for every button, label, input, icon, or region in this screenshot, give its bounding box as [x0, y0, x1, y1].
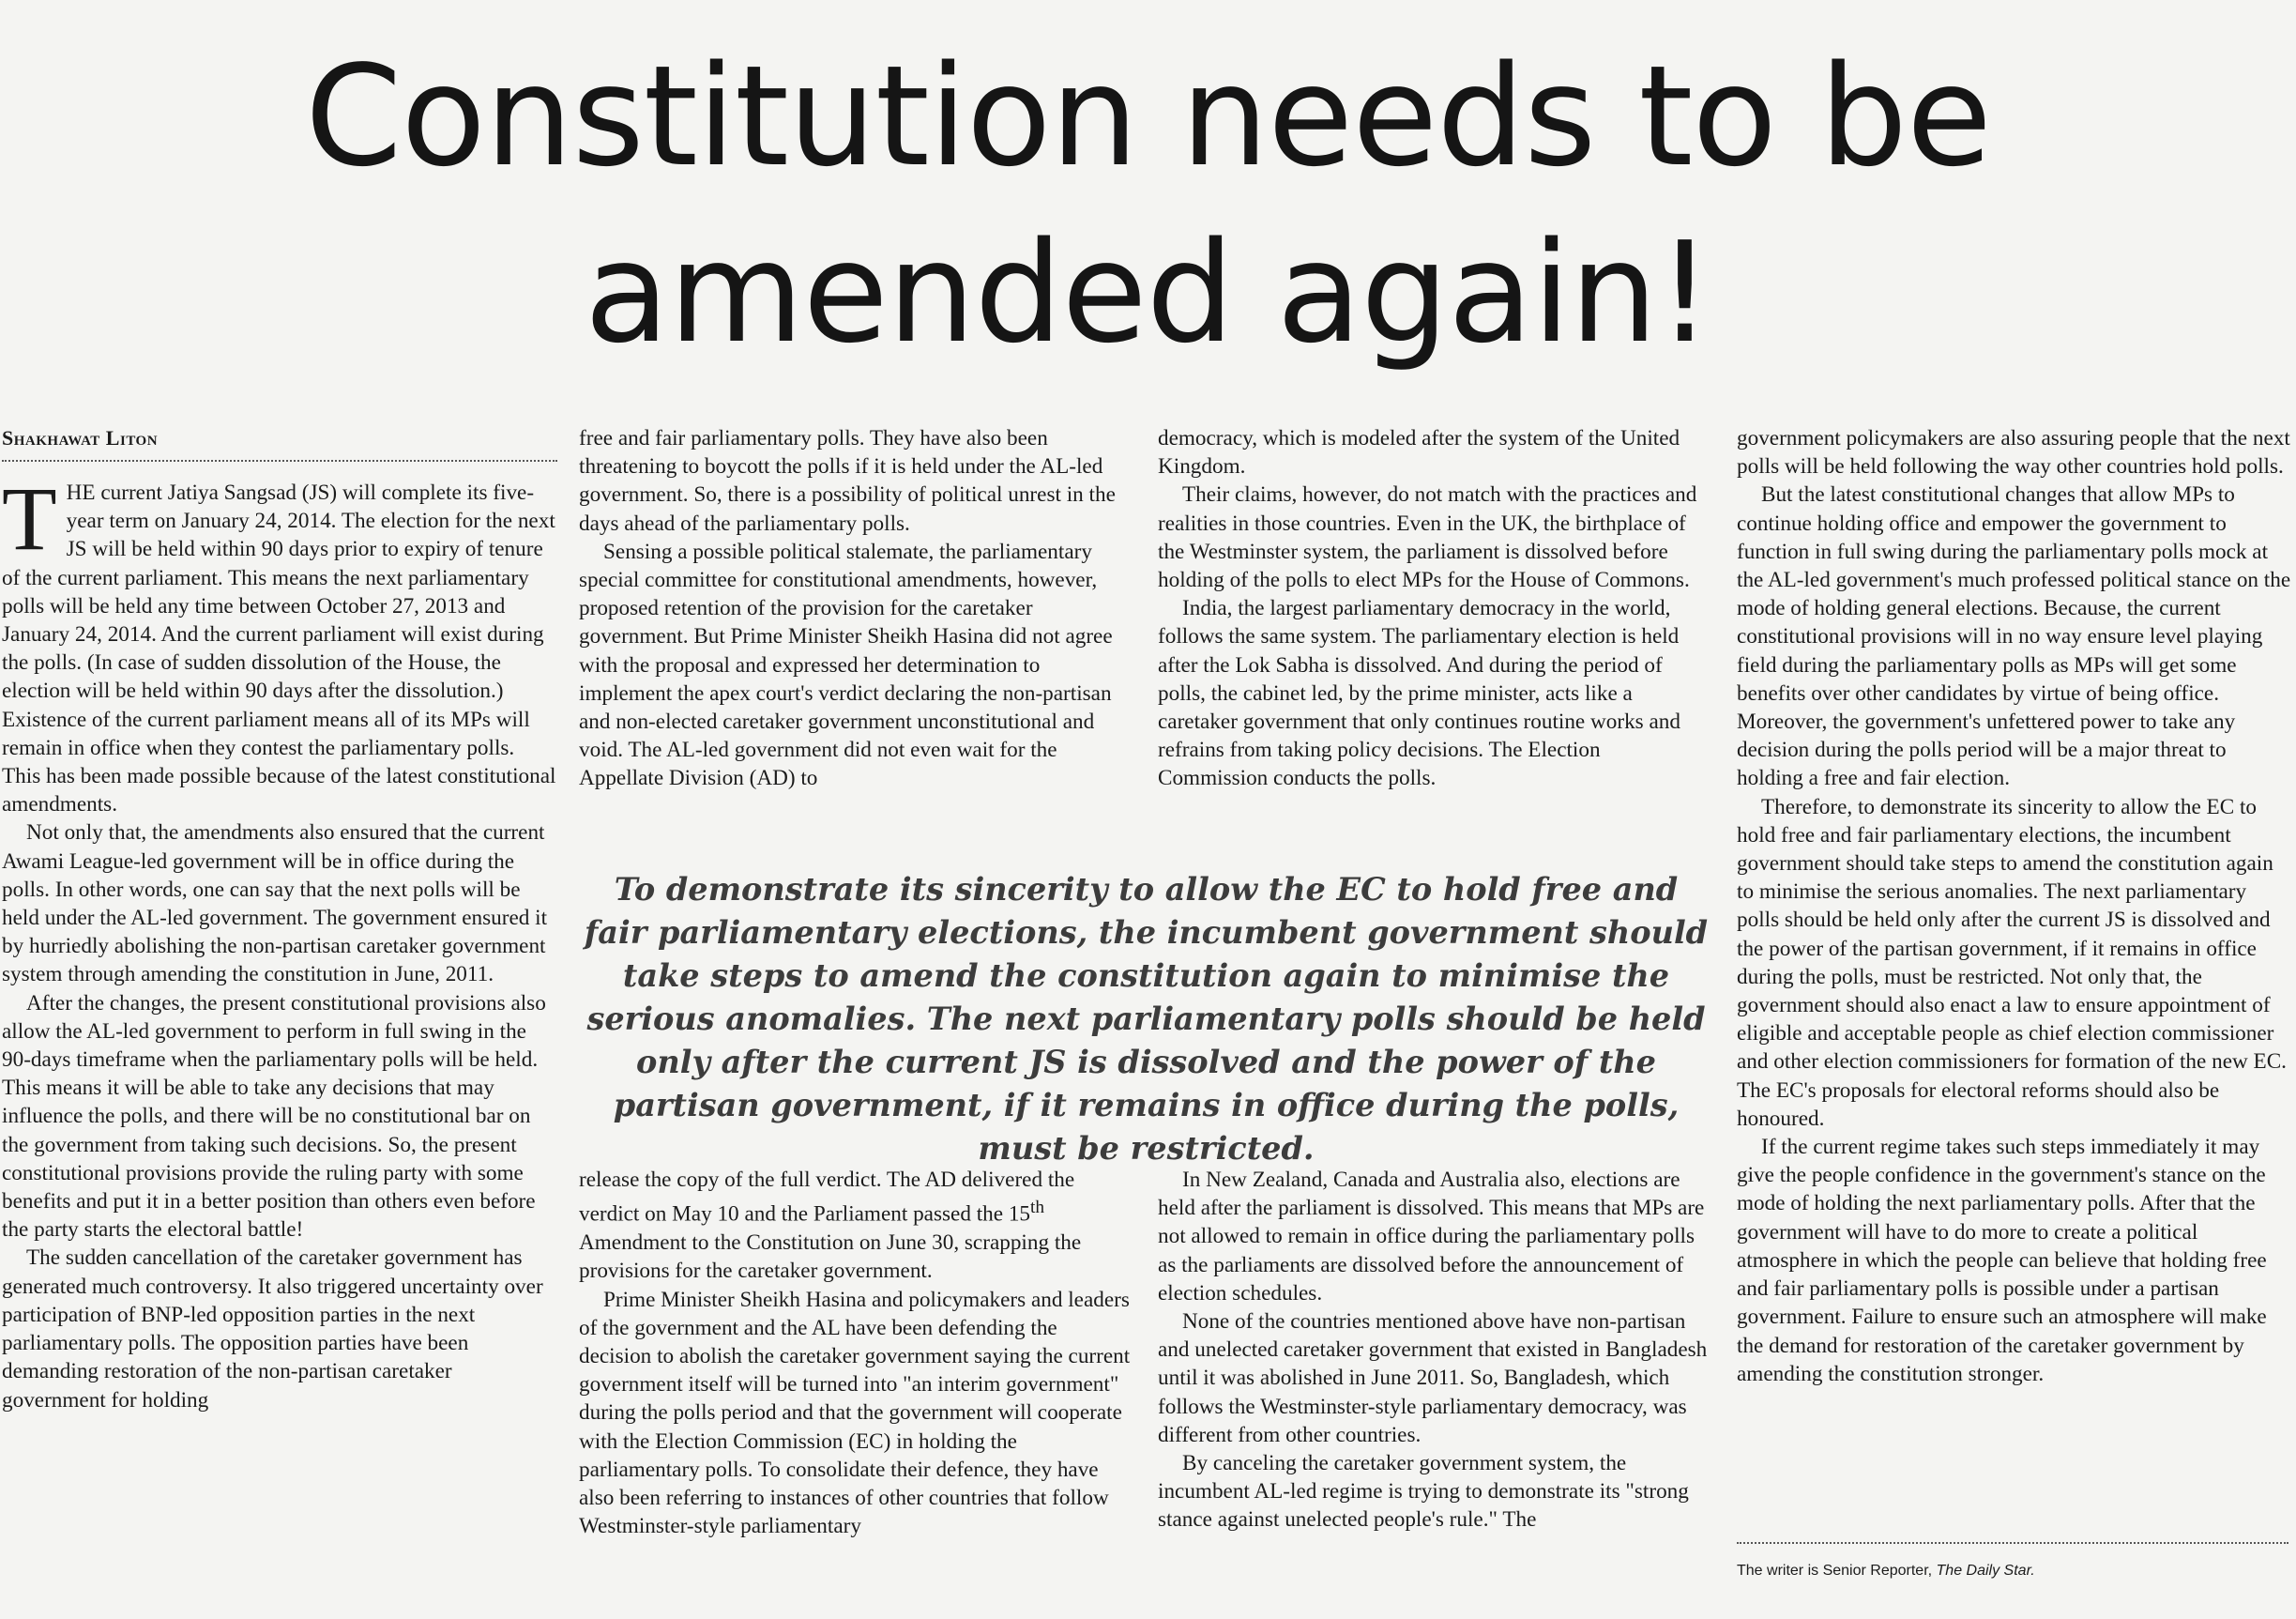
paragraph: government policymakers are also assuring people that the next polls will be held following the way other countries hold polls. — [1737, 426, 2290, 480]
paragraph — [579, 1166, 1134, 1286]
paragraph: By canceling the caretaker government system, the incumbent AL-led regime is trying to demonstrate its "strong stance against unelected people's rule." The — [1158, 1451, 1689, 1533]
author-note-text: The writer is Senior Reporter, — [1737, 1563, 1937, 1579]
paragraph: free and fair parliamentary polls. They have also been threatening to boycott the polls if it is held under the AL-led government. So, there is a possibility of political unrest in the days ahead of the parliamentary polls. — [579, 426, 1116, 536]
paragraph-text: HE current Jatiya Sangsad (JS) will complete its five-year term on January 24, 2014. The election for the next JS will be held within 90 days prior to expiry of tenure of the current parliament. This means the next parliamentary polls will be held any time between October 27, 2013 and January 24, 2014. And the current parliament will exist during the polls. (In case of sudden dissolution of the House, the election will be held within 90 days after the dissolution.) Existence of the current parliament means all of its MPs will remain in office when they contest the parliamentary polls. This has been made possible because of the latest constitutional amendments. — [2, 481, 556, 817]
byline: Shakhawat Liton — [2, 424, 557, 462]
paragraph: Therefore, to demonstrate its sincerity to allow the EC to hold free and fair parliamentary elections, the incumbent government should take steps to amend the constitution again to minimise the serious anomalies. The next parliamentary polls should be held only after the current JS is dissolved and the power of the partisan government, if it remains in office during the polls, must be restricted. Not only that, the government should also enact a law to ensure appointment of eligible and acceptable people as chief election commissioner and other election commissioners for formation of the new EC. The EC's proposals for electoral reforms should also be honoured. — [1737, 794, 2287, 1131]
publication-name: The Daily Star. — [1936, 1563, 2035, 1579]
drop-cap: T — [2, 468, 57, 569]
paragraph: Their claims, however, do not match with the practices and realities in those countries. Even in the UK, the birthplace of the Westminster system, the parliament is dissolved before holding of the polls to elect MPs for the House of Commons. — [1158, 482, 1697, 593]
paragraph: After the changes, the present constitutional provisions also allow the AL-led government to perform in full swing in the 90-days timeframe when the parliamentary polls will be held. This means it will be able to take any decisions that may influence the polls, and there will be no constitutional bar on the government from taking such decisions. So, the present constitutional provisions provide the ruling party with some benefits and put it in a better position than others even before the party starts the electoral battle! — [2, 990, 546, 1243]
author-note — [1737, 1542, 2288, 1580]
paragraph: India, the largest parliamentary democracy in the world, follows the same system. The parliamentary election is held after the Lok Sabha is dissolved. And during the period of polls, the cabinet led, by the prime minister, acts like a caretaker government that only continues routine works and refrains from taking policy decisions. The Election Commission conducts the polls. — [1158, 596, 1680, 791]
pull-quote: To demonstrate its sincerity to allow the EC to hold free and fair parliamentary elections, the incumbent government should take steps to amend the constitution again to minimise the serious anomalies. The next parliamentary polls should be held only after the current JS is dissolved and the power of the partisan government, if it remains in office during the polls, must be restricted. — [584, 871, 1709, 1167]
paragraph: Sensing a possible political stalemate, the parliamentary special committee for constitutional amendments, however, proposed retention of the provision for the caretaker government. But Prime Minister Sheikh Hasina did not agree with the proposal and expressed her determination to implement the apex court's verdict declaring the non-partisan and non-elected caretaker government unconstitutional and void. The AL-led government did not even wait for the Appellate Division (AD) to — [579, 539, 1113, 791]
paragraph: democracy, which is modeled after the system of the United Kingdom. — [1158, 426, 1680, 480]
paragraph: None of the countries mentioned above have non-partisan and unelected caretaker government that existed in Bangladesh until it was abolished in June 2011. So, Bangladesh, which follows the Westminster-style parliamentary democracy, was different from other countries. — [1158, 1309, 1708, 1447]
headline: Constitution needs to be amended again! — [305, 36, 1991, 374]
paragraph: Not only that, the amendments also ensured that the current Awami League-led government will be in office during the polls. In other words, one can say that the next polls will be held under the AL-led government. The government ensured it by hurriedly abolishing the non-partisan caretaker government system through amending the constitution in June, 2011. — [2, 820, 548, 987]
paragraph: The sudden cancellation of the caretaker government has generated much controversy. It also triggered uncertainty over participation of BNP-led opposition parties in the next parliamentary polls. The opposition parties have been demanding restoration of the non-partisan caretaker government for holding — [2, 1245, 543, 1413]
ordinal-suffix: th — [1030, 1198, 1045, 1218]
paragraph: But the latest constitutional changes that allow MPs to continue holding office and empower the government to function in full swing during the parliamentary polls mock at the AL-led government's much professed political stance on the mode of holding general elections. Because, the current constitutional provisions will in no way ensure level playing field during the parliamentary polls as MPs will get some benefits over other candidates by virtue of being office. Moreover, the government's unfettered power to take any decision during the polls period will be a major threat to holding a free and fair election. — [1737, 482, 2291, 791]
article-column-2-top — [579, 424, 1134, 793]
paragraph: If the current regime takes such steps immediately it may give the people confidence in the government's stance on the mode of holding the next parliamentary polls. After that the government will have to do more to create a political atmosphere in which the people can believe that holding free and fair parliamentary polls is possible under a partisan government. Failure to ensure such an atmosphere will make the demand for restoration of the caretaker government by amending the constitution stronger. — [1737, 1135, 2267, 1386]
paragraph: In New Zealand, Canada and Australia also, elections are held after the parliament is dissolved. This means that MPs are not allowed to remain in office during the parliamentary polls as the parliaments are dissolved before the announcement of election schedules. — [1158, 1168, 1705, 1306]
article-column-1 — [2, 424, 557, 1414]
paragraph: Prime Minister Sheikh Hasina and policymakers and leaders of the government and the AL have been defending the decision to abolish the caretaker government saying the current government itself will be turned into "an interim government" during the polls period and that the government will cooperate with the Election Commission (EC) in holding the parliamentary polls. To consolidate their defence, they have also been referring to instances of other countries that follow Westminster-style parliamentary — [579, 1287, 1131, 1539]
paragraph — [2, 468, 557, 818]
article-column-3-bottom — [1158, 1166, 1713, 1535]
paragraph-text: Amendment to the Constitution on June 30, scrapping the provisions for the caretaker government. — [579, 1230, 1082, 1284]
article-column-2-bottom — [579, 1166, 1134, 1540]
paragraph-text: release the copy of the full verdict. The AD delivered the verdict on May 10 and the Parliament passed the 15 — [579, 1168, 1075, 1227]
article-column-4 — [1737, 424, 2292, 1388]
article-column-3-top — [1158, 424, 1713, 793]
